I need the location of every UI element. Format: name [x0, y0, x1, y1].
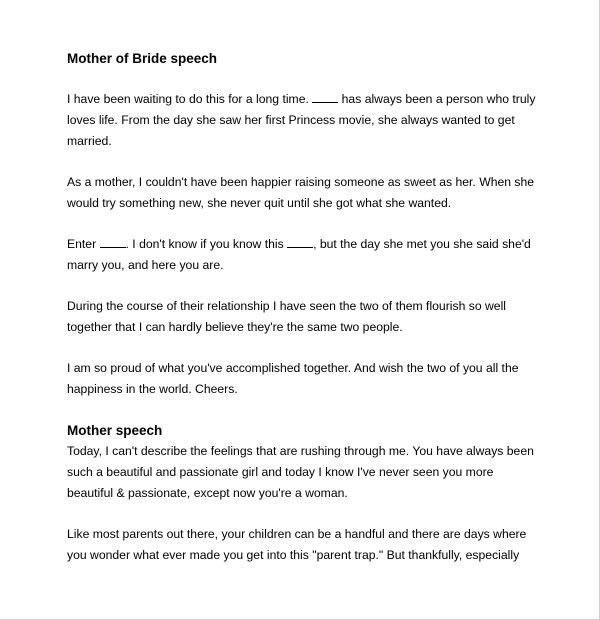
- paragraph-line: marry you, and here you are.: [67, 258, 224, 272]
- section-title-mother-of-bride: Mother of Bride speech: [67, 51, 218, 66]
- paragraph-line: Today, I can't describe the feelings that are rushing through me. You have always been: [67, 444, 534, 458]
- section-title-mother-speech: Mother speech: [67, 423, 163, 438]
- paragraph-line: such a beautiful and passionate girl and today I know I've never seen you more: [67, 465, 494, 479]
- paragraph-parents: [67, 524, 547, 566]
- paragraph-line: [67, 234, 547, 255]
- text-run: Enter: [67, 237, 97, 251]
- fill-in-blank: [312, 90, 338, 103]
- paragraph-line: married.: [67, 134, 112, 148]
- paragraph-line: Like most parents out there, your children can be a handful and there are days where: [67, 527, 527, 541]
- text-run: , but the day she met you she said she'd: [313, 237, 531, 251]
- paragraph-line: I am so proud of what you've accomplished together. And wish the two of you all the: [67, 361, 519, 375]
- fill-in-blank: [287, 235, 313, 248]
- paragraph-relationship: [67, 296, 547, 338]
- paragraph-line: together that I can hardly believe they're the same two people.: [67, 320, 403, 334]
- paragraph-line: would try something new, she never quit until she got what she wanted.: [67, 196, 452, 210]
- paragraph-line: beautiful & passionate, except now you're a woman.: [67, 486, 348, 500]
- paragraph-line: As a mother, I couldn't have been happier raising someone as sweet as her. When she: [67, 175, 535, 189]
- paragraph-as-a-mother: [67, 172, 547, 214]
- paragraph-line: you wonder what ever made you get into this "parent trap." But thankfully, especially: [67, 548, 520, 562]
- text-run: . I don't know if you know this: [125, 237, 284, 251]
- paragraph-line: happiness in the world. Cheers.: [67, 382, 238, 396]
- paragraph-today: [67, 441, 547, 504]
- text-run: I have been waiting to do this for a long time.: [67, 92, 309, 106]
- paragraph-waiting: [67, 89, 547, 152]
- document-content: [67, 50, 547, 566]
- paragraph-proud: [67, 358, 547, 400]
- paragraph-line: loves life. From the day she saw her first Princess movie, she always wanted to get: [67, 113, 515, 127]
- text-run: has always been a person who truly: [341, 92, 536, 106]
- paragraph-line: [67, 89, 547, 110]
- paragraph-line: During the course of their relationship I have seen the two of them flourish so well: [67, 299, 506, 313]
- fill-in-blank: [100, 235, 126, 248]
- paragraph-enter: [67, 234, 547, 276]
